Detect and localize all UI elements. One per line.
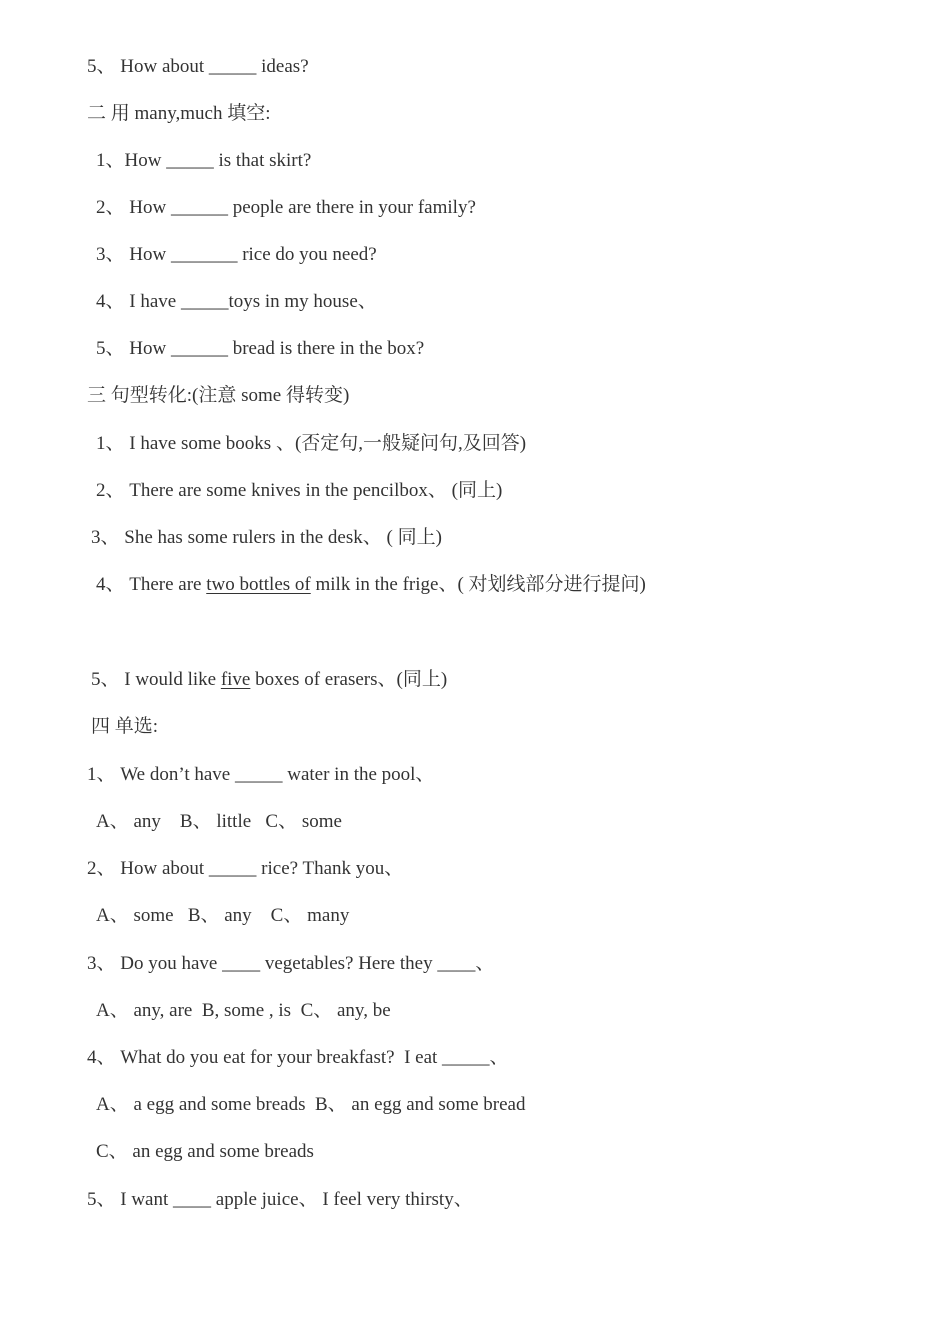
section3-q5-pre: 5、 I would like: [91, 669, 221, 690]
section4-q2-options: A、 some B、 any C、 many: [96, 905, 350, 926]
section3-heading: 三 句型转化:(注意 some 得转变): [87, 385, 350, 406]
section2-q5: 5、 How ______ bread is there in the box?: [96, 338, 425, 359]
section2-q4: 4、 I have _____toys in my house、: [96, 291, 377, 312]
section3-q5-post: boxes of erasers、(同上): [250, 669, 448, 690]
section4-q4-options-ab: A、 a egg and some breads B、 an egg and some bread: [96, 1094, 526, 1115]
section3-q1: 1、 I have some books 、(否定句,一般疑问句,及回答): [96, 433, 527, 454]
section3-q5: [91, 668, 447, 692]
section2-q1: 1、How _____ is that skirt?: [96, 150, 312, 171]
section4-q3: 3、 Do you have ____ vegetables? Here they ____、: [87, 953, 495, 974]
section3-q4-underlined: two bottles of: [206, 574, 311, 595]
section4-q1: 1、 We don’t have _____ water in the pool、: [87, 764, 435, 785]
section1-q5: 5、 How about _____ ideas?: [87, 56, 309, 77]
section2-q3: 3、 How _______ rice do you need?: [96, 244, 377, 265]
section3-q4-post: milk in the frige、( 对划线部分进行提问): [310, 574, 646, 595]
section4-q2: 2、 How about _____ rice? Thank you、: [87, 858, 404, 879]
section3-q2: 2、 There are some knives in the pencilbox、 (同上): [96, 480, 503, 501]
section3-q4: [96, 573, 646, 597]
section4-q1-options: A、 any B、 little C、 some: [96, 811, 342, 832]
section3-q3: 3、 She has some rulers in the desk、 ( 同上): [91, 527, 442, 548]
section4-q3-options: A、 any, are B, some , is C、 any, be: [96, 1000, 391, 1021]
section4-q4: 4、 What do you eat for your breakfast? I eat _____、: [87, 1047, 509, 1068]
section4-heading: 四 单选:: [91, 716, 159, 737]
section4-q5: 5、 I want ____ apple juice、 I feel very thirsty、: [87, 1189, 473, 1210]
section4-q4-option-c: C、 an egg and some breads: [96, 1141, 314, 1162]
section3-q4-pre: 4、 There are: [96, 574, 207, 595]
section2-q2: 2、 How ______ people are there in your family?: [96, 197, 476, 218]
section2-heading: 二 用 many,much 填空:: [87, 103, 271, 124]
section3-q5-underlined: five: [220, 669, 251, 690]
